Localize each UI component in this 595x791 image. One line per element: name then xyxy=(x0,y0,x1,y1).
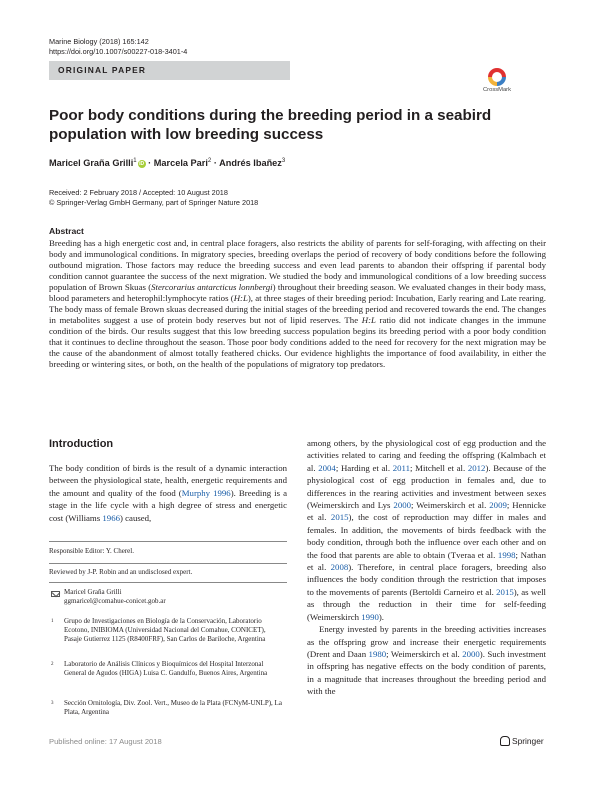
abstract-text xyxy=(49,238,546,370)
springer-horse-icon xyxy=(500,736,510,746)
body-text: ). Breeding is a stage in the life cycle with a high degree of stress and energetic cost (Williams xyxy=(49,487,288,523)
contact-email[interactable]: ggmaricel@comahue-conicet.gob.ar xyxy=(64,597,166,606)
body-text: ; Nathan et al. xyxy=(307,549,546,573)
author-name[interactable]: Andrés Ibañez xyxy=(219,158,282,169)
body-text: ), the cost of reproduction may differ in males and females. In addition, the movements of birds feedback with the body condition, through both the influence over each other and on the food that parents are able to obtain (Tveraa et al. xyxy=(307,512,547,560)
crossmark-icon xyxy=(488,68,506,86)
citation-link[interactable]: 1990 xyxy=(361,611,379,622)
author-list xyxy=(49,158,285,168)
crossmark-badge[interactable] xyxy=(478,68,548,94)
copyright-notice: © Springer-Verlag GmbH Germany, part of Springer Nature 2018 xyxy=(49,197,259,207)
citation-link[interactable]: 2009 xyxy=(489,500,507,511)
author-affiliation-marker: 2 xyxy=(207,158,212,164)
author-affiliation-marker: 3 xyxy=(281,158,286,164)
body-text: among others, by the physiological cost of egg production and the activities related to caring and feeding the offspring (Kalmbach et al. xyxy=(307,438,546,473)
citation-link[interactable]: 2000 xyxy=(462,648,480,659)
author-name[interactable]: Marcela Pari xyxy=(153,158,208,169)
citation-link[interactable]: 1998 xyxy=(497,549,516,560)
citation-link[interactable]: 2011 xyxy=(392,462,410,473)
citation-link[interactable]: 2000 xyxy=(393,500,412,511)
citation-link[interactable]: Murphy 1996 xyxy=(181,487,231,498)
species-name: Stercorarius antarcticus lonnbergi xyxy=(151,282,273,292)
paragraph xyxy=(307,623,546,697)
corresponding-author xyxy=(64,588,166,606)
author-separator: · xyxy=(145,158,154,169)
envelope-icon xyxy=(51,591,60,597)
intro-right-column xyxy=(307,437,546,698)
paragraph xyxy=(307,437,546,623)
abstract-segment: ) throughout their breeding season. We evaluated changes in their body mass, blood parameters and heterophil:lymphocyte ratios ( xyxy=(49,282,546,303)
intro-left-column xyxy=(49,462,287,524)
body-text: ) caused, xyxy=(120,512,152,523)
abstract-heading: Abstract xyxy=(49,226,84,236)
affiliation-2: Laboratorio de Análisis Clínicos y Bioquímicos del Hospital Interzonal General de Agudos (HIGA) Luisa C. Gandulfo, Buenos Aires, Argentina xyxy=(64,660,268,678)
citation-link[interactable]: 2015 xyxy=(496,586,514,597)
author-affiliation-marker: 1 xyxy=(133,158,137,164)
citation-link[interactable]: 2004 xyxy=(318,462,336,473)
orcid-icon[interactable]: iD xyxy=(139,161,145,168)
ratio-symbol: H:L xyxy=(361,315,376,325)
affiliation-number: 1 xyxy=(51,619,54,624)
body-text: ; Harding et al. xyxy=(335,462,393,473)
body-text: ), as well as through the reduction in their time for self-feeding (Weimerskirch xyxy=(307,586,546,622)
journal-info xyxy=(49,37,187,56)
author-separator: · xyxy=(211,158,220,169)
body-text: ; Hennicke et al. xyxy=(307,500,546,523)
body-text: ). xyxy=(378,611,384,622)
contact-name: Maricel Graña Grilli xyxy=(64,588,122,596)
body-text: ). Such investment in offspring has negative effects on the body condition of parents, in a magnitude that increases throughout the breeding period and with the xyxy=(307,648,546,697)
crossmark-label: CrossMark xyxy=(482,87,512,93)
footnote-divider xyxy=(49,582,287,583)
doi-link[interactable]: https://doi.org/10.1007/s00227-018-3401-4 xyxy=(49,46,188,56)
publisher-logo xyxy=(500,736,544,746)
body-text: ; Weimerskirch et al. xyxy=(386,648,463,659)
citation-link[interactable]: 2012 xyxy=(467,462,486,473)
publisher-name: Springer xyxy=(512,736,544,746)
received-accepted-dates: Received: 2 February 2018 / Accepted: 10 August 2018 xyxy=(49,188,228,197)
body-text: ). Because of the physiological cost of egg production in females and, due to differences in the rearing activities and investment between sexes (Weimerskirch and Lys xyxy=(307,462,546,511)
footnote-divider xyxy=(49,541,287,542)
citation-link[interactable]: 2008 xyxy=(330,562,349,573)
responsible-editor-note: Responsible Editor: Y. Cherel. xyxy=(49,547,134,555)
body-text: ; Weimerskirch et al. xyxy=(411,500,490,511)
body-text: ; Mitchell et al. xyxy=(410,462,468,473)
citation-link[interactable]: 1980 xyxy=(368,648,387,659)
body-text: Energy invested by parents in the breeding activities increases as the offspring grow and increase their energetic requirements (Drent and Daan xyxy=(307,624,546,659)
reviewers-note: Reviewed by J-P. Robin and an undisclosed expert. xyxy=(49,568,193,576)
abstract-segment: Breeding has a high energetic cost and, in central place foragers, also restricts the ability of parents for self-foraging, with affecting on their body and immunological conditions. In migratory species, breeding overlaps the period of recovery of body conditions before the following outbound migration. Those factors may reduce the breeding success and even lead parents to abandon their offspring if parental body condition cannot guarantee the success of the next migration. We studied the body and immunological conditions of a low breeding success population of Brown Skuas ( xyxy=(49,238,546,292)
journal-citation: Marine Biology (2018) 165:142 xyxy=(49,37,149,46)
affiliation-number: 3 xyxy=(51,701,54,706)
body-text: The body condition of birds is the result of a dynamic interaction between the physiological state, health, energetic requirements and the amount and quality of the food ( xyxy=(49,463,287,498)
article-dates xyxy=(49,188,258,207)
abstract-segment: ), at three stages of their breeding period: Incubation, Early rearing and Late rearing. The body mass of female Brown skuas decreased during the initial stages of the breeding period and recovered towards the end. The changes in metabolites suggest a use of protein body reserves but not of lipid reserves. The xyxy=(49,293,546,325)
affiliation-number: 2 xyxy=(51,662,54,667)
citation-link[interactable]: 2015 xyxy=(330,512,349,523)
citation-link[interactable]: 1966 xyxy=(102,512,120,523)
paper-type-banner: ORIGINAL PAPER xyxy=(49,61,290,80)
affiliation-1: Grupo de Investigaciones en Biología de la Conservación, Laboratorio Ecotono, INIBIOMA (Universidad Nacional del Comahue, CONICET), Pasaje Gutierrez 1125 (R8400FRF), San Carlos de Bariloche, Argentina xyxy=(64,617,266,644)
section-heading-introduction: Introduction xyxy=(49,438,114,450)
author-name[interactable]: Maricel Graña Grilli xyxy=(49,158,134,169)
body-text: ). Therefore, in central place foragers, breeding also influences the body condition through the restriction that imposes to the movements of parents (Bertoldi Carneiro et al. xyxy=(307,562,547,597)
published-online-date: Published online: 17 August 2018 xyxy=(49,737,162,746)
affiliation-3: Sección Ornitología, Div. Zool. Vert., Museo de la Plata (FCNyM-UNLP), La Plata, Argentina xyxy=(64,699,282,717)
ratio-symbol: H:L xyxy=(233,293,248,303)
article-title: Poor body conditions during the breeding period in a seabird population with low breeding success xyxy=(49,107,492,143)
footnote-divider xyxy=(49,563,287,564)
abstract-segment: ratio did not indicate changes in the immune condition of the birds. Our results suggest that this low breeding success population begins its breeding period with a poor body condition that it continues to decline throughout the season. Those poor body conditions added to the need for recovery for the next migration may be the cause of the abandonment of almost totally feathered chicks. Our evidence highlights the importance of food availability, in either the breeding or wintering sites, or both, on the health of the populations of migratory top predators. xyxy=(49,315,546,369)
